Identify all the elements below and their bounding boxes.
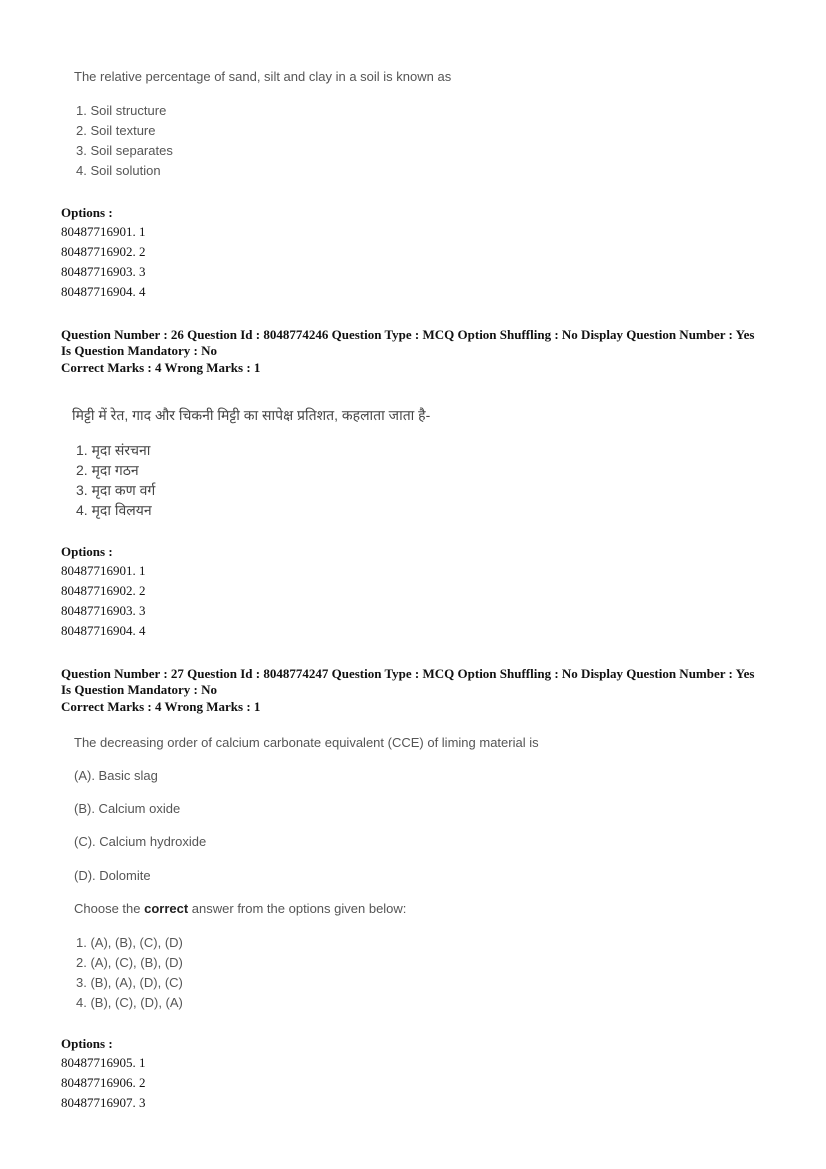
- q26-choice-2: 2. मृदा गठन: [76, 462, 139, 478]
- q25-option-4: 80487716904. 4: [61, 284, 146, 299]
- q27-instruction-bold: correct: [144, 901, 189, 916]
- q27-option-1: 80487716905. 1: [61, 1055, 146, 1070]
- q27-option-3: 80487716907. 3: [61, 1095, 146, 1110]
- q26-choice-3: 3. मृदा कण वर्ग: [76, 482, 156, 498]
- q27-options-label: Options :: [61, 1036, 113, 1051]
- q27-instruction-pre: Choose the: [74, 901, 145, 916]
- q26-option-3: 80487716903. 3: [61, 603, 146, 618]
- q27-choice-2: 2. (A), (C), (B), (D): [76, 955, 183, 970]
- q27-choice-1: 1. (A), (B), (C), (D): [76, 935, 183, 950]
- q27-instruction: [74, 901, 406, 916]
- q25-option-2: 80487716902. 2: [61, 244, 146, 259]
- q26-choice-4: 4. मृदा विलयन: [76, 502, 152, 518]
- q26-meta-line-3: Correct Marks : 4 Wrong Marks : 1: [61, 360, 261, 375]
- question-25-stem: The relative percentage of sand, silt and clay in a soil is known as: [74, 69, 452, 84]
- q26-option-1: 80487716901. 1: [61, 563, 146, 578]
- q25-choice-2: 2. Soil texture: [76, 123, 156, 138]
- q27-meta-line-1: Question Number : 27 Question Id : 8048774247 Question Type : MCQ Option Shuffling : No Display Question Number : Yes: [61, 666, 755, 681]
- q26-options-label: Options :: [61, 544, 113, 559]
- q25-choice-1: 1. Soil structure: [76, 103, 167, 118]
- q27-item-c: (C). Calcium hydroxide: [74, 834, 207, 849]
- q25-option-1: 80487716901. 1: [61, 224, 146, 239]
- q25-option-3: 80487716903. 3: [61, 264, 146, 279]
- q26-choice-1: 1. मृदा संरचना: [76, 442, 151, 458]
- q27-item-d: (D). Dolomite: [74, 868, 151, 883]
- q26-meta-line-2: Is Question Mandatory : No: [61, 343, 218, 358]
- q26-option-4: 80487716904. 4: [61, 623, 146, 638]
- question-27-stem: The decreasing order of calcium carbonate equivalent (CCE) of liming material is: [74, 735, 539, 750]
- q25-choice-3: 3. Soil separates: [76, 143, 173, 158]
- q26-option-2: 80487716902. 2: [61, 583, 146, 598]
- q27-choice-3: 3. (B), (A), (D), (C): [76, 975, 183, 990]
- q27-instruction-post: answer from the options given below:: [188, 901, 407, 916]
- q27-item-a: (A). Basic slag: [74, 768, 158, 783]
- q25-options-label: Options :: [61, 205, 113, 220]
- q27-choice-4: 4. (B), (C), (D), (A): [76, 995, 183, 1010]
- q27-option-2: 80487716906. 2: [61, 1075, 146, 1090]
- q26-meta-line-1: Question Number : 26 Question Id : 8048774246 Question Type : MCQ Option Shuffling : No Display Question Number : Yes: [61, 327, 755, 342]
- q27-item-b: (B). Calcium oxide: [74, 801, 181, 816]
- q27-meta-line-3: Correct Marks : 4 Wrong Marks : 1: [61, 699, 261, 714]
- q25-choice-4: 4. Soil solution: [76, 163, 161, 178]
- q27-meta-line-2: Is Question Mandatory : No: [61, 682, 218, 697]
- question-26-stem: मिट्टी में रेत, गाद और चिकनी मिट्टी का सापेक्ष प्रतिशत, कहलाता जाता है-: [72, 407, 431, 423]
